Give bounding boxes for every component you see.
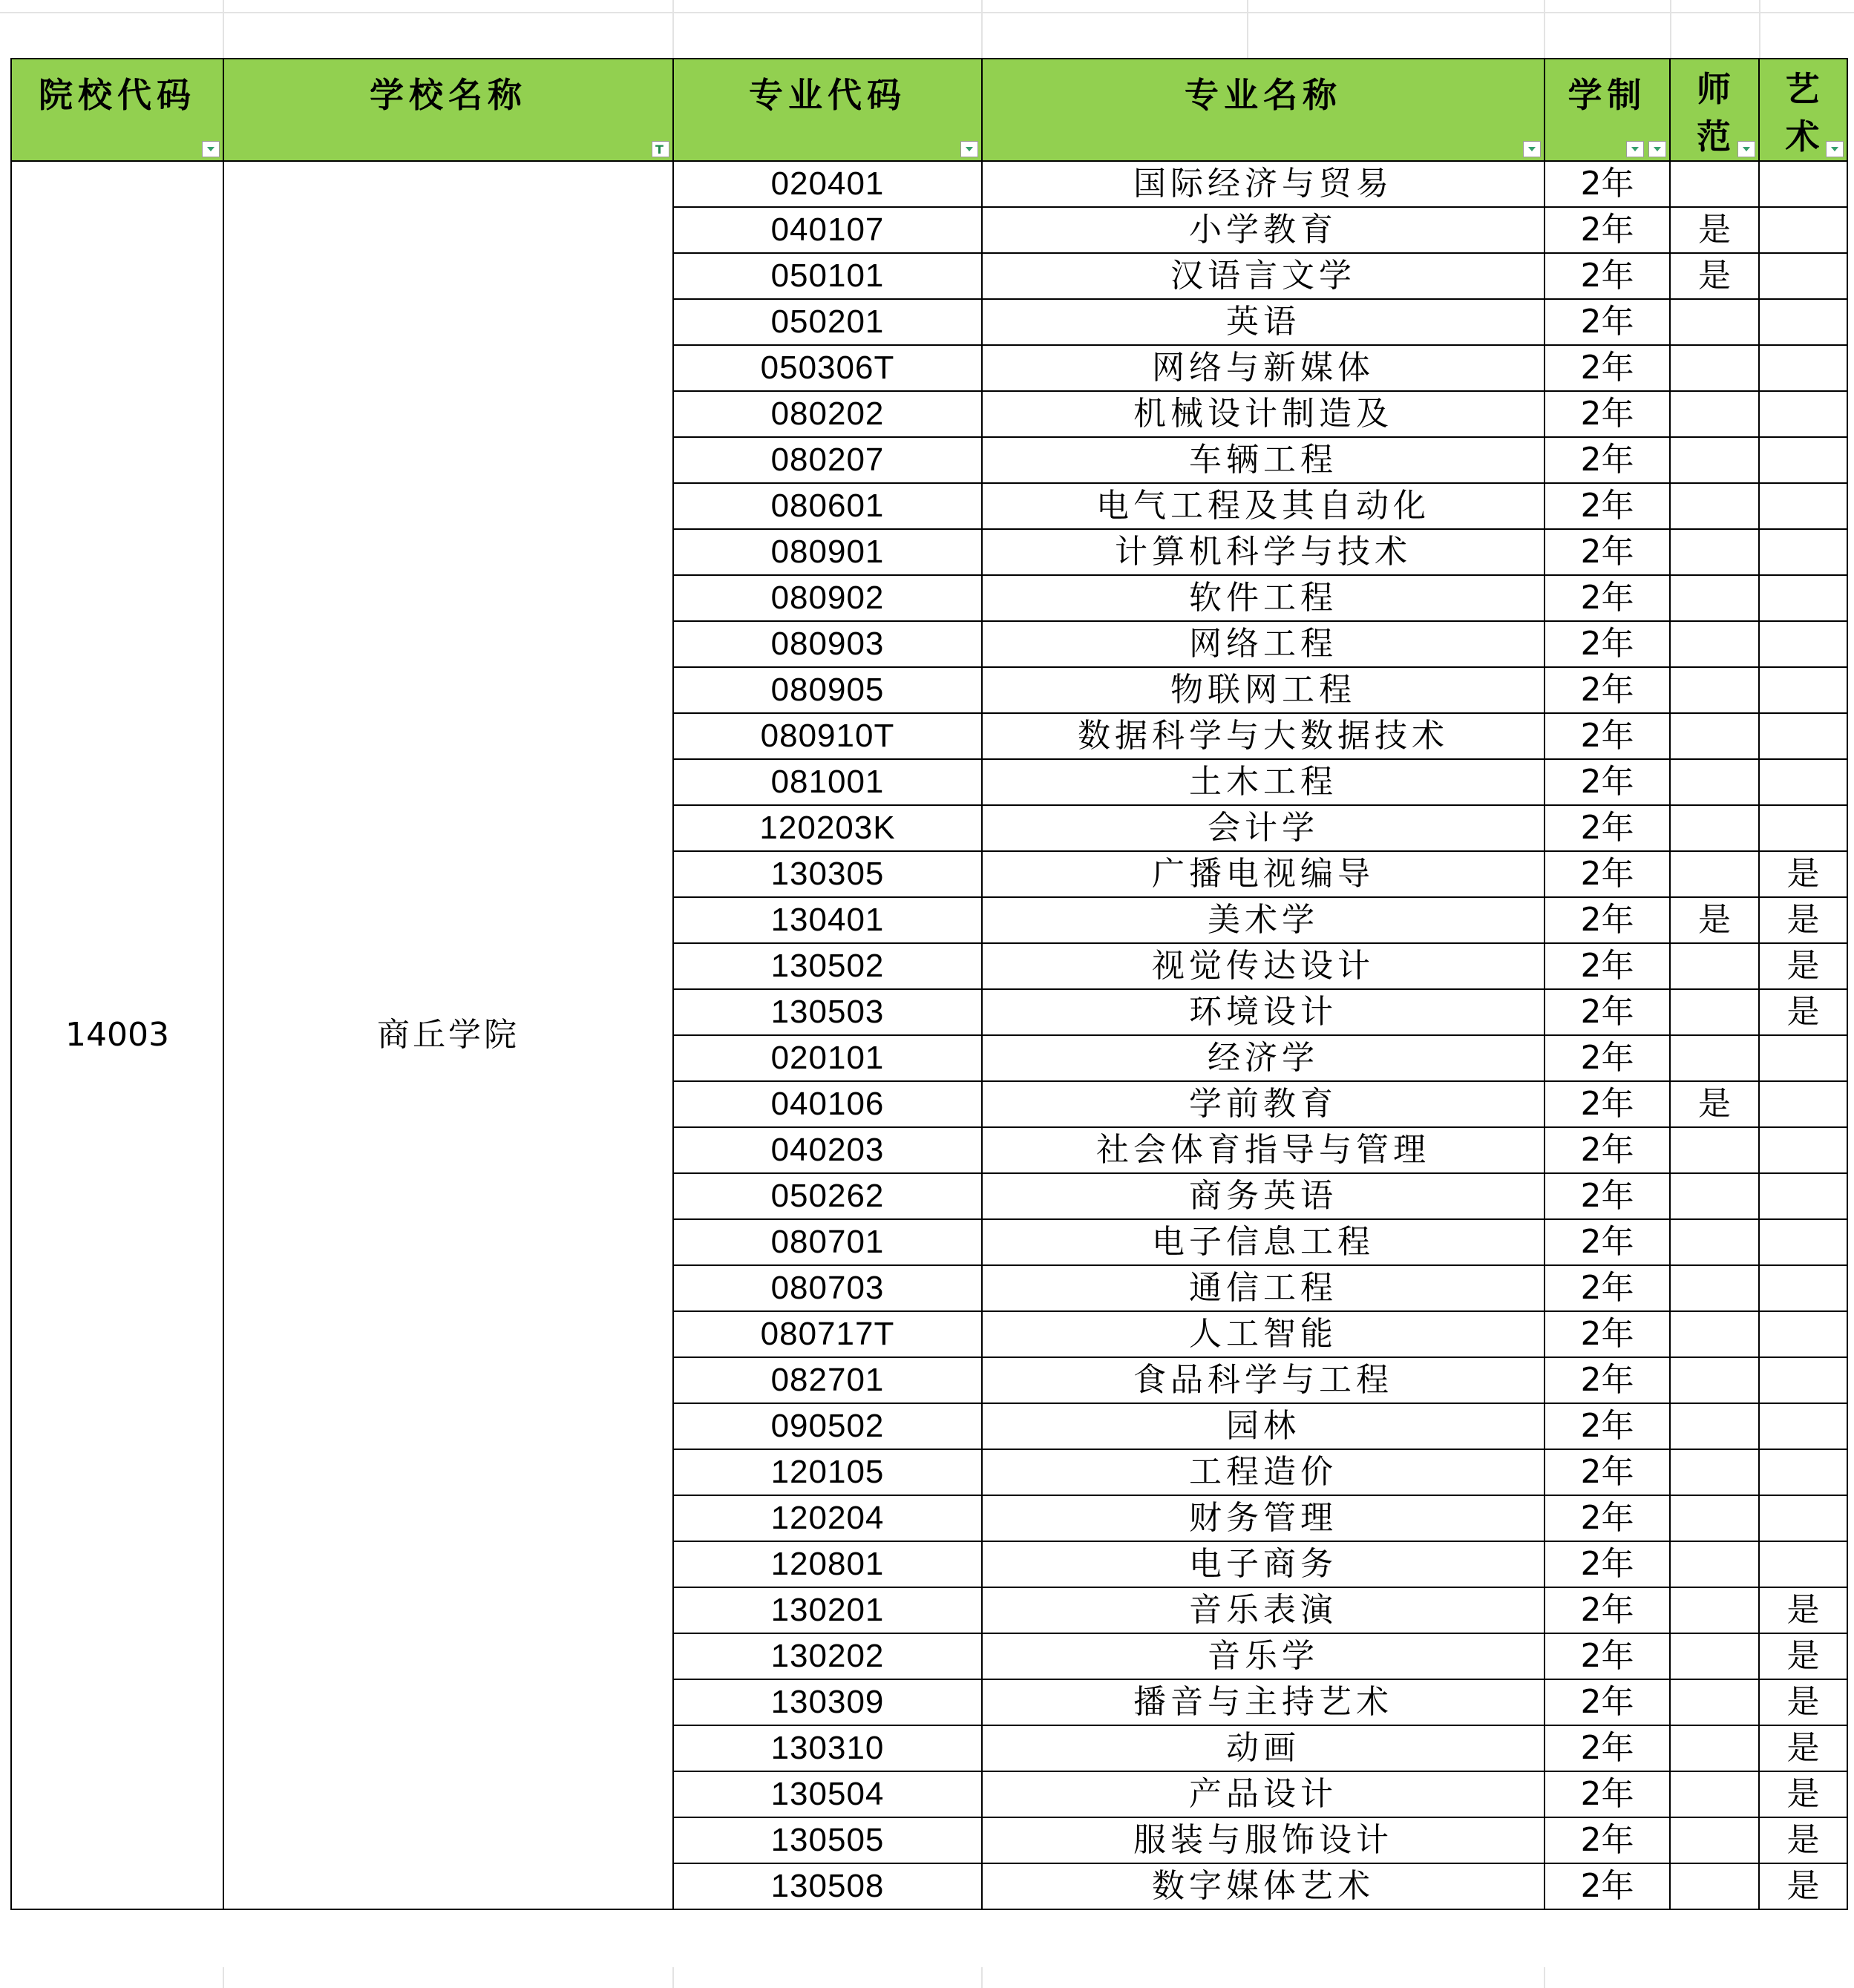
duration-cell[interactable]: 2年: [1545, 207, 1670, 253]
duration-cell[interactable]: 2年: [1545, 483, 1670, 529]
major-code-cell[interactable]: 081001: [673, 759, 982, 805]
major-name-cell[interactable]: 播音与主持艺术: [982, 1679, 1545, 1725]
major-code-cell[interactable]: 050306T: [673, 345, 982, 391]
major-code-cell[interactable]: 130502: [673, 943, 982, 989]
major-name-cell[interactable]: 电子信息工程: [982, 1219, 1545, 1265]
major-name-cell[interactable]: 音乐学: [982, 1633, 1545, 1679]
major-code-cell[interactable]: 130309: [673, 1679, 982, 1725]
gridline: [981, 1967, 983, 1988]
art-cell[interactable]: [1759, 621, 1847, 667]
duration-cell[interactable]: 2年: [1545, 759, 1670, 805]
normal-cell[interactable]: [1670, 1357, 1759, 1403]
header-normal: [1670, 59, 1759, 161]
header-label: 院校代码: [39, 75, 196, 115]
duration-cell[interactable]: 2年: [1545, 345, 1670, 391]
art-cell[interactable]: [1759, 1219, 1847, 1265]
art-cell[interactable]: 是: [1759, 1725, 1847, 1771]
duration-cell[interactable]: 2年: [1545, 1817, 1670, 1863]
header-label: 专业名称: [1185, 75, 1342, 115]
filter-dropdown-icon[interactable]: [960, 141, 978, 157]
gridline: [981, 0, 983, 59]
art-cell[interactable]: [1759, 759, 1847, 805]
gridline: [223, 1967, 224, 1988]
duration-cell[interactable]: 2年: [1545, 1403, 1670, 1449]
major-code-cell[interactable]: 080902: [673, 575, 982, 621]
gridline: [672, 0, 674, 59]
normal-cell[interactable]: [1670, 1679, 1759, 1725]
art-cell[interactable]: [1759, 391, 1847, 437]
normal-cell[interactable]: 是: [1670, 897, 1759, 943]
major-name-cell[interactable]: 美术学: [982, 897, 1545, 943]
duration-cell[interactable]: 2年: [1545, 1679, 1670, 1725]
major-code-cell[interactable]: 120203K: [673, 805, 982, 851]
header-label: 艺术: [1785, 69, 1821, 157]
normal-cell[interactable]: [1670, 1173, 1759, 1219]
normal-cell[interactable]: [1670, 1403, 1759, 1449]
art-cell[interactable]: [1759, 529, 1847, 575]
duration-cell[interactable]: 2年: [1545, 1127, 1670, 1173]
major-name-cell[interactable]: 音乐表演: [982, 1587, 1545, 1633]
major-code-cell[interactable]: 080601: [673, 483, 982, 529]
art-cell[interactable]: [1759, 437, 1847, 483]
normal-cell[interactable]: [1670, 1495, 1759, 1541]
duration-cell[interactable]: 2年: [1545, 437, 1670, 483]
major-code-cell[interactable]: 130310: [673, 1725, 982, 1771]
major-code-cell[interactable]: 050101: [673, 253, 982, 299]
major-code-cell[interactable]: 080717T: [673, 1311, 982, 1357]
filter-dropdown-icon[interactable]: [1523, 141, 1541, 157]
art-cell[interactable]: [1759, 1311, 1847, 1357]
gridline: [1544, 1967, 1545, 1988]
normal-cell[interactable]: [1670, 1265, 1759, 1311]
major-code-cell[interactable]: 082701: [673, 1357, 982, 1403]
art-cell[interactable]: [1759, 161, 1847, 207]
duration-cell[interactable]: 2年: [1545, 713, 1670, 759]
normal-cell[interactable]: 是: [1670, 207, 1759, 253]
filter-dropdown-icon[interactable]: [1826, 141, 1844, 157]
major-code-cell[interactable]: 130508: [673, 1863, 982, 1909]
gridline: [1670, 0, 1671, 59]
normal-cell[interactable]: [1670, 529, 1759, 575]
duration-cell[interactable]: 2年: [1545, 529, 1670, 575]
major-code-cell[interactable]: 050262: [673, 1173, 982, 1219]
major-name-cell[interactable]: 服装与服饰设计: [982, 1817, 1545, 1863]
art-cell[interactable]: [1759, 1173, 1847, 1219]
table-row: [11, 161, 1847, 207]
major-code-cell[interactable]: 130202: [673, 1633, 982, 1679]
duration-cell[interactable]: 2年: [1545, 1265, 1670, 1311]
duration-cell[interactable]: 2年: [1545, 989, 1670, 1035]
school-code-cell[interactable]: 14003: [11, 161, 223, 1909]
major-name-cell[interactable]: 动画: [982, 1725, 1545, 1771]
normal-cell[interactable]: [1670, 345, 1759, 391]
duration-cell[interactable]: 2年: [1545, 851, 1670, 897]
art-cell[interactable]: [1759, 1127, 1847, 1173]
art-cell[interactable]: [1759, 1449, 1847, 1495]
gridline: [1247, 0, 1248, 59]
major-code-cell[interactable]: 130305: [673, 851, 982, 897]
major-code-cell[interactable]: 040107: [673, 207, 982, 253]
major-name-cell[interactable]: 电子商务: [982, 1541, 1545, 1587]
major-name-cell[interactable]: 产品设计: [982, 1771, 1545, 1817]
major-name-cell[interactable]: 汉语言文学: [982, 253, 1545, 299]
art-cell[interactable]: 是: [1759, 1587, 1847, 1633]
major-name-cell[interactable]: 园林: [982, 1403, 1545, 1449]
major-name-cell[interactable]: 电气工程及其自动化: [982, 483, 1545, 529]
normal-cell[interactable]: [1670, 1035, 1759, 1081]
duration-cell[interactable]: 2年: [1545, 391, 1670, 437]
header-art: [1759, 59, 1847, 161]
normal-cell[interactable]: [1670, 575, 1759, 621]
duration-cell[interactable]: 2年: [1545, 897, 1670, 943]
major-name-cell[interactable]: 物联网工程: [982, 667, 1545, 713]
duration-cell[interactable]: 2年: [1545, 161, 1670, 207]
major-code-cell[interactable]: 120801: [673, 1541, 982, 1587]
art-cell[interactable]: [1759, 345, 1847, 391]
duration-cell[interactable]: 2年: [1545, 1357, 1670, 1403]
normal-cell[interactable]: [1670, 943, 1759, 989]
gridline: [1759, 0, 1760, 59]
filter-dropdown-icon[interactable]: [1648, 141, 1666, 157]
art-cell[interactable]: 是: [1759, 943, 1847, 989]
art-cell[interactable]: [1759, 713, 1847, 759]
art-cell[interactable]: 是: [1759, 1817, 1847, 1863]
major-code-cell[interactable]: 090502: [673, 1403, 982, 1449]
major-name-cell[interactable]: 网络与新媒体: [982, 345, 1545, 391]
normal-cell[interactable]: [1670, 1541, 1759, 1587]
duration-cell[interactable]: 2年: [1545, 1219, 1670, 1265]
art-cell[interactable]: 是: [1759, 1679, 1847, 1725]
art-cell[interactable]: [1759, 1035, 1847, 1081]
major-code-cell[interactable]: 040203: [673, 1127, 982, 1173]
header-school-name: [223, 59, 673, 161]
table-body: [11, 161, 1847, 1909]
art-cell[interactable]: 是: [1759, 989, 1847, 1035]
duration-cell[interactable]: 2年: [1545, 1541, 1670, 1587]
duration-cell[interactable]: 2年: [1545, 299, 1670, 345]
major-code-cell[interactable]: 040106: [673, 1081, 982, 1127]
duration-cell[interactable]: 2年: [1545, 1725, 1670, 1771]
major-name-cell[interactable]: 经济学: [982, 1035, 1545, 1081]
major-code-cell[interactable]: 080901: [673, 529, 982, 575]
major-code-cell[interactable]: 080905: [673, 667, 982, 713]
gridline: [0, 12, 1854, 13]
major-name-cell[interactable]: 网络工程: [982, 621, 1545, 667]
major-code-cell[interactable]: 020401: [673, 161, 982, 207]
major-code-cell[interactable]: 130503: [673, 989, 982, 1035]
normal-cell[interactable]: [1670, 1219, 1759, 1265]
major-name-cell[interactable]: 小学教育: [982, 207, 1545, 253]
major-name-cell[interactable]: 食品科学与工程: [982, 1357, 1545, 1403]
normal-cell[interactable]: [1670, 713, 1759, 759]
art-cell[interactable]: [1759, 1081, 1847, 1127]
major-code-cell[interactable]: 130505: [673, 1817, 982, 1863]
normal-cell[interactable]: [1670, 1127, 1759, 1173]
major-code-cell[interactable]: 050201: [673, 299, 982, 345]
normal-cell[interactable]: [1670, 161, 1759, 207]
duration-cell[interactable]: 2年: [1545, 1771, 1670, 1817]
normal-cell[interactable]: [1670, 1725, 1759, 1771]
normal-cell[interactable]: [1670, 1587, 1759, 1633]
major-name-cell[interactable]: 数字媒体艺术: [982, 1863, 1545, 1909]
art-cell[interactable]: 是: [1759, 851, 1847, 897]
normal-cell[interactable]: [1670, 759, 1759, 805]
major-code-cell[interactable]: 130201: [673, 1587, 982, 1633]
major-code-cell[interactable]: 020101: [673, 1035, 982, 1081]
duration-cell[interactable]: 2年: [1545, 805, 1670, 851]
normal-cell[interactable]: [1670, 989, 1759, 1035]
major-code-cell[interactable]: 120204: [673, 1495, 982, 1541]
duration-cell[interactable]: 2年: [1545, 253, 1670, 299]
normal-cell[interactable]: 是: [1670, 253, 1759, 299]
major-name-cell[interactable]: 计算机科学与技术: [982, 529, 1545, 575]
major-name-cell[interactable]: 财务管理: [982, 1495, 1545, 1541]
major-code-cell[interactable]: 130504: [673, 1771, 982, 1817]
spreadsheet-table: [10, 58, 1848, 1910]
header-label: 学校名称: [370, 75, 527, 115]
art-cell[interactable]: [1759, 483, 1847, 529]
major-code-cell[interactable]: 130401: [673, 897, 982, 943]
art-cell[interactable]: [1759, 805, 1847, 851]
major-name-cell[interactable]: 工程造价: [982, 1449, 1545, 1495]
normal-cell[interactable]: [1670, 1633, 1759, 1679]
major-name-cell[interactable]: 视觉传达设计: [982, 943, 1545, 989]
major-name-cell[interactable]: 国际经济与贸易: [982, 161, 1545, 207]
sheet-grid-top: [0, 0, 1854, 59]
art-cell[interactable]: 是: [1759, 1633, 1847, 1679]
duration-cell[interactable]: 2年: [1545, 621, 1670, 667]
normal-cell[interactable]: [1670, 1817, 1759, 1863]
major-name-cell[interactable]: 通信工程: [982, 1265, 1545, 1311]
header-major-code: [673, 59, 982, 161]
art-cell[interactable]: [1759, 1265, 1847, 1311]
filter-dropdown-icon[interactable]: [1626, 141, 1644, 157]
duration-cell[interactable]: 2年: [1545, 1311, 1670, 1357]
normal-cell[interactable]: [1670, 851, 1759, 897]
art-cell[interactable]: [1759, 1495, 1847, 1541]
normal-cell[interactable]: 是: [1670, 1081, 1759, 1127]
art-cell[interactable]: [1759, 1403, 1847, 1449]
header-school-code: [11, 59, 223, 161]
major-code-cell[interactable]: 120105: [673, 1449, 982, 1495]
header-label: 师范: [1697, 69, 1732, 157]
major-code-cell[interactable]: 080703: [673, 1265, 982, 1311]
major-code-cell[interactable]: 080202: [673, 391, 982, 437]
header-label: 学制: [1568, 75, 1647, 115]
duration-cell[interactable]: 2年: [1545, 1081, 1670, 1127]
gridline: [223, 0, 224, 59]
art-cell[interactable]: [1759, 1541, 1847, 1587]
art-cell[interactable]: 是: [1759, 1863, 1847, 1909]
major-name-cell[interactable]: 学前教育: [982, 1081, 1545, 1127]
normal-cell[interactable]: [1670, 299, 1759, 345]
major-name-cell[interactable]: 商务英语: [982, 1173, 1545, 1219]
normal-cell[interactable]: [1670, 483, 1759, 529]
major-name-cell[interactable]: 广播电视编导: [982, 851, 1545, 897]
duration-cell[interactable]: 2年: [1545, 1863, 1670, 1909]
school-name-cell[interactable]: 商丘学院: [223, 161, 673, 1909]
duration-cell[interactable]: 2年: [1545, 575, 1670, 621]
art-cell[interactable]: [1759, 667, 1847, 713]
major-name-cell[interactable]: 人工智能: [982, 1311, 1545, 1357]
header-duration: [1545, 59, 1670, 161]
header-major-name: [982, 59, 1545, 161]
art-cell[interactable]: [1759, 207, 1847, 253]
normal-cell[interactable]: [1670, 391, 1759, 437]
duration-cell[interactable]: 2年: [1545, 1495, 1670, 1541]
normal-cell[interactable]: [1670, 1863, 1759, 1909]
major-name-cell[interactable]: 车辆工程: [982, 437, 1545, 483]
normal-cell[interactable]: [1670, 437, 1759, 483]
major-name-cell[interactable]: 环境设计: [982, 989, 1545, 1035]
normal-cell[interactable]: [1670, 1311, 1759, 1357]
art-cell[interactable]: [1759, 1357, 1847, 1403]
art-cell[interactable]: [1759, 253, 1847, 299]
major-name-cell[interactable]: 数据科学与大数据技术: [982, 713, 1545, 759]
duration-cell[interactable]: 2年: [1545, 667, 1670, 713]
major-name-cell[interactable]: 英语: [982, 299, 1545, 345]
major-code-cell[interactable]: 080903: [673, 621, 982, 667]
gridline: [1544, 0, 1545, 59]
major-name-cell[interactable]: 软件工程: [982, 575, 1545, 621]
major-name-cell[interactable]: 土木工程: [982, 759, 1545, 805]
header-row: [11, 59, 1847, 161]
filter-dropdown-icon[interactable]: [202, 141, 220, 157]
text-filter-icon[interactable]: [652, 141, 669, 157]
duration-cell[interactable]: 2年: [1545, 1587, 1670, 1633]
duration-cell[interactable]: 2年: [1545, 1035, 1670, 1081]
art-cell[interactable]: 是: [1759, 897, 1847, 943]
normal-cell[interactable]: [1670, 1449, 1759, 1495]
normal-cell[interactable]: [1670, 621, 1759, 667]
art-cell[interactable]: [1759, 575, 1847, 621]
duration-cell[interactable]: 2年: [1545, 1173, 1670, 1219]
major-name-cell[interactable]: 会计学: [982, 805, 1545, 851]
major-code-cell[interactable]: 080910T: [673, 713, 982, 759]
major-name-cell[interactable]: 机械设计制造及: [982, 391, 1545, 437]
art-cell[interactable]: [1759, 299, 1847, 345]
major-name-cell[interactable]: 社会体育指导与管理: [982, 1127, 1545, 1173]
major-code-cell[interactable]: 080207: [673, 437, 982, 483]
duration-cell[interactable]: 2年: [1545, 1449, 1670, 1495]
normal-cell[interactable]: [1670, 1771, 1759, 1817]
major-code-cell[interactable]: 080701: [673, 1219, 982, 1265]
header-label: 专业代码: [749, 75, 906, 115]
sheet-grid-bottom: [0, 1967, 1854, 1988]
duration-cell[interactable]: 2年: [1545, 1633, 1670, 1679]
normal-cell[interactable]: [1670, 805, 1759, 851]
normal-cell[interactable]: [1670, 667, 1759, 713]
duration-cell[interactable]: 2年: [1545, 943, 1670, 989]
art-cell[interactable]: 是: [1759, 1771, 1847, 1817]
gridline: [672, 1967, 674, 1988]
filter-dropdown-icon[interactable]: [1737, 141, 1755, 157]
